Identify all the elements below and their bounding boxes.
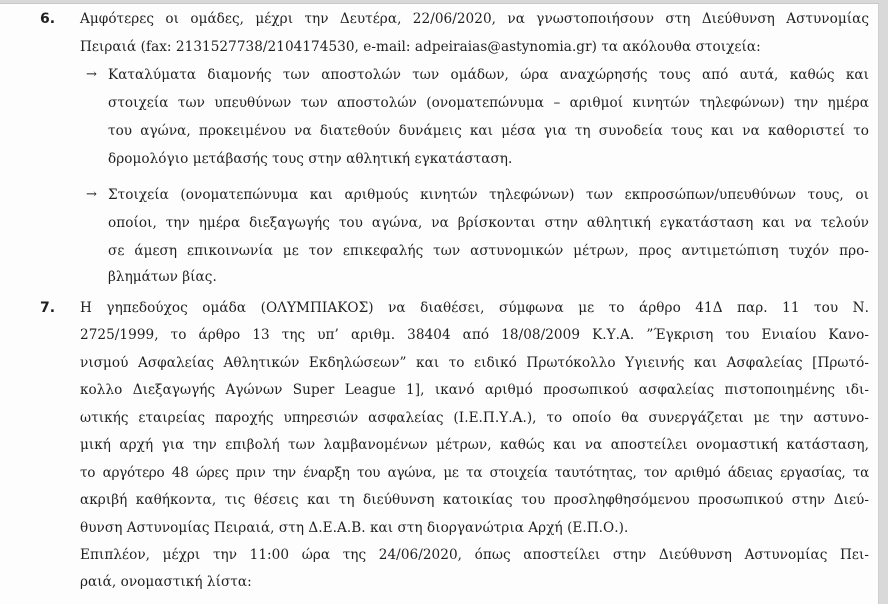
item-7-line-7: το αργότερο 48 ώρες πριν την έναρξη του αγώνα, με τα στοιχεία ταυτότητας, τον αριθμό άδειας εργασίας, τα [80,465,869,481]
item-7-line-5: ωτικής εταιρείας παροχής υπηρεσιών ασφαλείας (Ι.Ε.Π.Υ.Α.), το οποίο θα συνεργάζεται με την αστυνο- [80,410,869,426]
item-7-line-11: ραιά, ονομαστική λίστα: [80,574,252,590]
bullet-2-line-1: Στοιχεία (ονοματεπώνυμα και αριθμούς κινητών τηλεφώνων) των εκπροσώπων/υπευθύνων τους, οι [108,187,869,203]
arrow-bullet-icon: → [86,187,97,202]
item-7-line-9: θυνση Αστυνομίας Πειραιά, στη Δ.Ε.Α.Β. και στη διοργανώτρια Αρχή (Ε.Π.Ο.). [80,520,629,536]
item-7-line-3: νισμού Ασφαλείας Αθλητικών Εκδηλώσεων” και το ειδικό Πρωτόκολλο Υγιεινής και Ασφαλείας [Πρωτό- [80,355,869,371]
bullet-1-line-2: στοιχεία των υπευθύνων των αποστολών (ονοματεπώνυμα – αριθμοί κινητών τηλεφώνων) την ημέρα [108,95,869,111]
item-number-7: 7. [40,300,56,316]
item-7-line-8: ακριβή καθήκοντα, τις θέσεις και τη διεύθυνση κατοικίας του προσληφθησόμενου προσωπικού στην Διεύ- [80,492,869,508]
item-number-6: 6. [40,11,56,27]
bullet-2-line-2: οποίοι, την ημέρα διεξαγωγής του αγώνα, να βρίσκονται στην αθλητική εγκατάσταση και να τελούν [108,215,869,231]
item-7-line-4: κολλο Διεξαγωγής Αγώνων Super League 1], ικανό αριθμό προσωπικού ασφαλείας πιστοποιημένης ιδι- [80,382,869,398]
item-6-line-2: Πειραιά (fax: 2131527738/2104174530, e-mail: adpeiraias@astynomia.gr) τα ακόλουθα στοιχεία: [80,39,761,55]
item-7-line-6: μική αρχή για την επιβολή των λαμβανομένων μέτρων, καθώς και να αποστείλει ονομαστική κατάσταση, [80,437,869,453]
bullet-2-line-4: βλημάτων βίας. [108,269,217,285]
bullet-1-line-4: δρομολόγιο μετάβασής τους στην αθλητική εγκατάσταση. [108,151,513,167]
bullet-1-line-3: του αγώνα, προκειμένου να διατεθούν δυνάμεις και μέσα για τη συνοδεία τους και να καθοριστεί το [108,123,869,139]
item-7-line-1: Η γηπεδούχος ομάδα (ΟΛΥΜΠΙΑΚΟΣ) να διαθέσει, σύμφωνα με το άρθρο 41Δ παρ. 11 του Ν. [80,300,869,316]
arrow-bullet-icon: → [86,67,97,82]
item-7-line-10: Επιπλέον, μέχρι την 11:00 ώρα της 24/06/2020, όπως αποστείλει στην Διεύθυνση Αστυνομίας Πει- [80,547,869,563]
item-6-line-1: Αμφότερες οι ομάδες, μέχρι την Δευτέρα, 22/06/2020, να γνωστοποιήσουν στη Διεύθυνση Αστυνομίας [80,11,869,27]
bullet-2-line-3: σε άμεση επικοινωνία με τον επικεφαλής των αστυνομικών μέτρων, προς αντιμετώπιση τυχόν προ- [108,243,869,259]
document-page [0,4,879,604]
item-7-line-2: 2725/1999, το άρθρο 13 της υπ’ αριθμ. 38404 από 18/08/2009 Κ.Υ.Α. ”Έγκριση του Ενιαίου Κανο- [80,327,869,343]
bullet-1-line-1: Καταλύματα διαμονής των αποστολών των ομάδων, ώρα αναχώρησής τους από αυτά, καθώς και [108,67,869,83]
